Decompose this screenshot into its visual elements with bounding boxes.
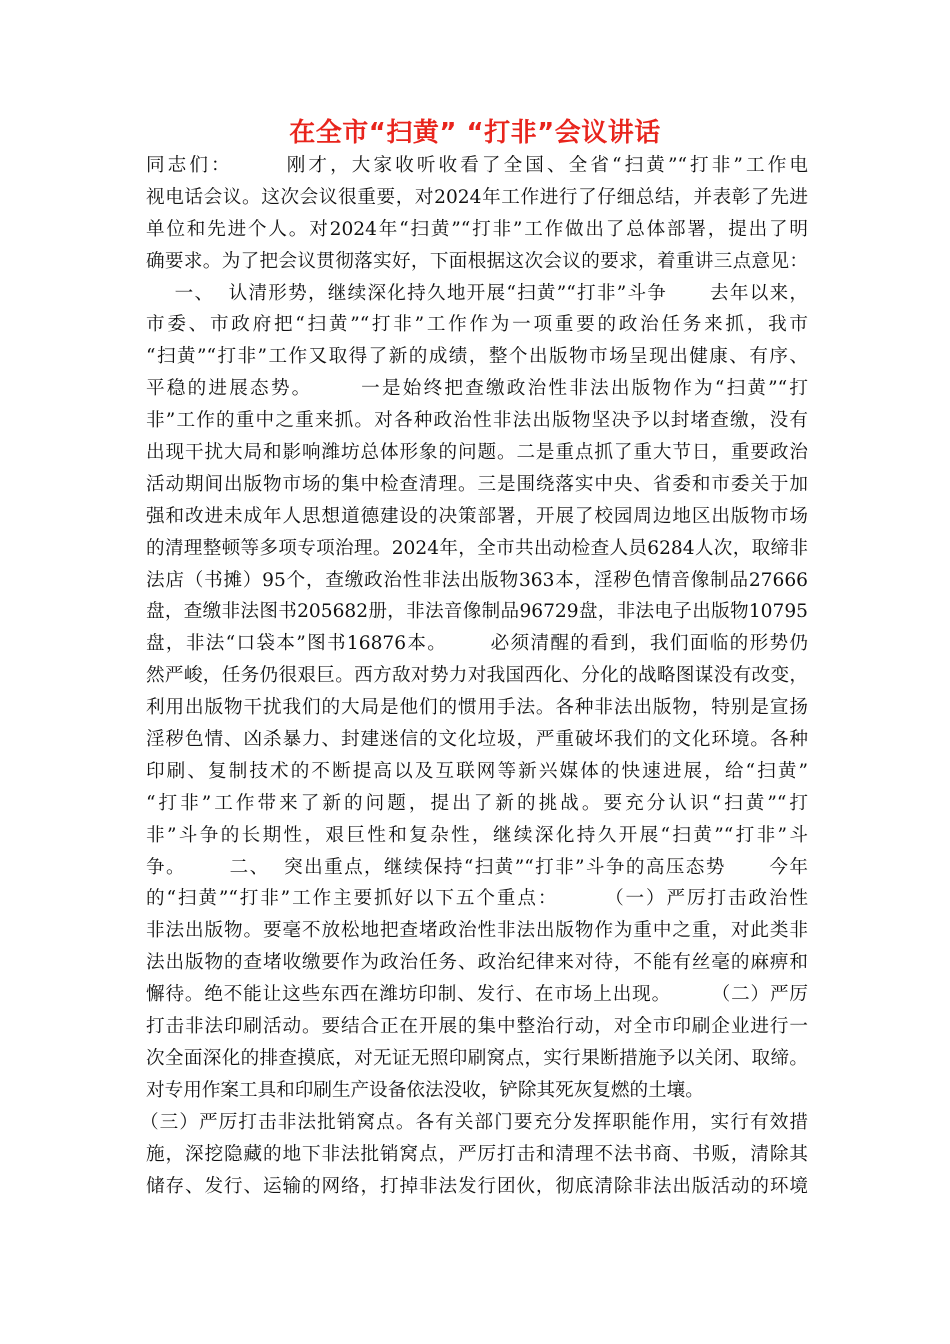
body-line: 打击非法印刷活动。要结合正在开展的集中整治行动，对全市印刷企业进行一 [146,1016,808,1038]
body-line: 一、 认清形势，继续深化持久地开展“扫黄”“打非”斗争 去年以来， [146,282,808,304]
document-body [140,150,808,1202]
body-line: 次全面深化的排查摸底，对无证无照印刷窝点，实行果断措施予以关闭、取缔。 [146,1047,808,1069]
body-line: 对专用作案工具和印刷生产设备依法没收，铲除其死灰复燃的土壤。 [146,1079,704,1101]
body-line: 储存、发行、运输的网络，打掉非法发行团伙，彻底清除非法出版活动的环境 [146,1175,808,1197]
body-line: 视电话会议。这次会议很重要，对2024年工作进行了仔细总结，并表彰了先进 [146,186,808,208]
body-line: 淫秽色情、凶杀暴力、封建迷信的文化垃圾，严重破坏我们的文化环境。各种 [146,729,808,751]
body-line: 懈待。绝不能让这些东西在潍坊印制、发行、在市场上出现。 （二）严厉 [146,984,808,1006]
body-line: 然严峻，任务仍很艰巨。西方敌对势力对我国西化、分化的战略图谋没有改变， [146,665,808,687]
body-line: 施，深挖隐藏的地下非法批销窝点，严厉打击和清理不法书商、书贩，清除其 [146,1143,808,1165]
body-line: 争。 二、 突出重点，继续保持“扫黄”“打非”斗争的高压态势 今年 [146,856,808,878]
body-line: 同志们： 刚才，大家收听收看了全国、全省“扫黄”“打非”工作电 [146,155,808,176]
document-title: 在全市“扫黄” “打非”会议讲话 [289,118,661,148]
body-line: 盘，查缴非法图书205682册，非法音像制品96729盘，非法电子出版物10795 [146,601,808,623]
body-line: 法出版物的查堵收缴要作为政治任务、政治纪律来对待，不能有丝毫的麻痹和 [146,952,808,974]
body-line: 强和改进未成年人思想道德建设的决策部署，开展了校园周边地区出版物市场 [146,505,808,527]
body-line: 法店（书摊）95个，查缴政治性非法出版物363本，淫秽色情音像制品27666 [146,569,808,591]
body-line: 盘，非法“口袋本”图书16876本。 必须清醒的看到，我们面临的形势仍 [146,633,808,655]
body-line: 出现干扰大局和影响潍坊总体形象的问题。二是重点抓了重大节日，重要政治 [146,442,808,464]
body-line: 非”工作的重中之重来抓。对各种政治性非法出版物坚决予以封堵查缴，没有 [146,410,808,432]
body-line: 利用出版物干扰我们的大局是他们的惯用手法。各种非法出版物，特别是宣扬 [146,697,808,719]
body-line: 单位和先进个人。对2024年“扫黄”“打非”工作做出了总体部署，提出了明 [146,218,808,240]
body-line: “扫黄”“打非”工作又取得了新的成绩，整个出版物市场呈现出健康、有序、 [146,346,808,368]
body-line: 市委、市政府把“扫黄”“打非”工作作为一项重要的政治任务来抓，我市 [146,314,808,336]
body-line: 的清理整顿等多项专项治理。2024年，全市共出动检查人员6284人次，取缔非 [146,537,808,559]
body-line: “打非”工作带来了新的问题，提出了新的挑战。要充分认识“扫黄”“打 [146,792,808,814]
body-line: 印刷、复制技术的不断提高以及互联网等新兴媒体的快速进展，给“扫黄” [146,760,808,782]
body-line: 的“扫黄”“打非”工作主要抓好以下五个重点： （一）严厉打击政治性 [146,888,808,910]
body-line: 非”斗争的长期性，艰巨性和复杂性，继续深化持久开展“扫黄”“打非”斗 [146,824,808,846]
body-line: 平稳的进展态势。 一是始终把查缴政治性非法出版物作为“扫黄”“打 [146,378,808,400]
body-line: 活动期间出版物市场的集中检查清理。三是围绕落实中央、省委和市委关于加 [146,473,808,495]
body-line: 确要求。为了把会议贯彻落实好，下面根据这次会议的要求，着重讲三点意见： [146,250,808,272]
body-line: （三）严厉打击非法批销窝点。各有关部门要充分发挥职能作用，实行有效措 [140,1111,808,1133]
body-line: 非法出版物。要毫不放松地把查堵政治性非法出版物作为重中之重，对此类非 [146,920,808,942]
